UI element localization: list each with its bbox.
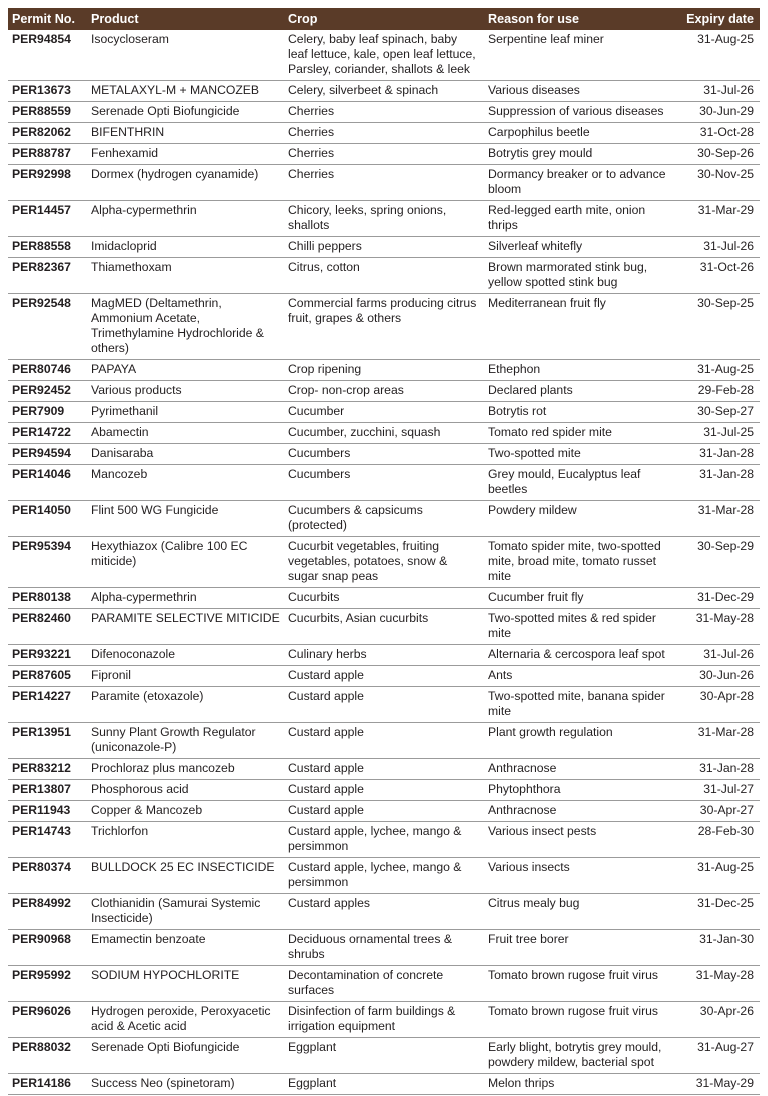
permit-no-cell: PER92998 [8,165,87,201]
table-row [8,465,760,501]
reason-cell: Powdery mildew [484,501,676,537]
crop-cell: Cucurbits [284,588,484,609]
table-row [8,759,760,780]
permit-no-cell: PER93221 [8,645,87,666]
expiry-date-cell: 31-Jan-30 [676,930,760,966]
crop-cell: Decontamination of concrete surfaces [284,966,484,1002]
expiry-date-cell: 30-Sep-25 [676,294,760,360]
permit-no-cell: PER80138 [8,588,87,609]
reason-cell: Plant growth regulation [484,723,676,759]
permit-no-cell: PER96026 [8,1002,87,1038]
crop-cell: Custard apple, lychee, mango & persimmon [284,858,484,894]
reason-cell: Red-legged earth mite, onion thrips [484,201,676,237]
expiry-date-cell: 31-Dec-25 [676,894,760,930]
expiry-date-cell: 28-Feb-30 [676,822,760,858]
reason-cell: Suppression of various diseases [484,102,676,123]
table-row [8,294,760,360]
reason-cell: Silverleaf whitefly [484,237,676,258]
expiry-date-cell: 31-Oct-26 [676,258,760,294]
product-cell: Danisaraba [87,444,284,465]
table-row [8,501,760,537]
crop-cell: Cherries [284,144,484,165]
permit-no-cell: PER83212 [8,759,87,780]
permit-no-cell: PER14227 [8,687,87,723]
permit-no-cell: PER95394 [8,537,87,588]
expiry-date-cell: 31-May-29 [676,1074,760,1095]
reason-cell: Dormancy breaker or to advance bloom [484,165,676,201]
product-cell: Emamectin benzoate [87,930,284,966]
permit-no-cell: PER14457 [8,201,87,237]
expiry-date-cell: 30-Apr-28 [676,687,760,723]
reason-cell: Anthracnose [484,759,676,780]
product-cell: BULLDOCK 25 EC INSECTICIDE [87,858,284,894]
table-row [8,444,760,465]
product-cell: Various products [87,381,284,402]
table-row [8,102,760,123]
table-row [8,1038,760,1074]
expiry-date-cell: 29-Feb-28 [676,381,760,402]
expiry-date-cell: 31-Jul-26 [676,237,760,258]
expiry-date-cell: 30-Jun-29 [676,102,760,123]
reason-cell: Tomato spider mite, two-spotted mite, broad mite, tomato russet mite [484,537,676,588]
permit-no-cell: PER80746 [8,360,87,381]
product-cell: Thiamethoxam [87,258,284,294]
crop-cell: Crop ripening [284,360,484,381]
table-row [8,423,760,444]
permit-no-cell: PER94854 [8,30,87,81]
product-cell: Imidacloprid [87,237,284,258]
table-row [8,30,760,81]
product-cell: PAPAYA [87,360,284,381]
expiry-date-cell: 31-Mar-28 [676,501,760,537]
product-cell: Flint 500 WG Fungicide [87,501,284,537]
reason-cell: Alternaria & cercospora leaf spot [484,645,676,666]
permit-no-cell: PER92548 [8,294,87,360]
table-row [8,123,760,144]
expiry-date-cell: 30-Jun-26 [676,666,760,687]
product-cell: Fipronil [87,666,284,687]
permit-no-cell: PER13673 [8,81,87,102]
expiry-date-cell: 31-May-28 [676,609,760,645]
product-cell: SODIUM HYPOCHLORITE [87,966,284,1002]
table-row [8,1074,760,1095]
permit-no-cell: PER13951 [8,723,87,759]
product-cell: Difenoconazole [87,645,284,666]
reason-cell: Fruit tree borer [484,930,676,966]
permit-no-cell: PER14050 [8,501,87,537]
table-row [8,666,760,687]
reason-cell: Ethephon [484,360,676,381]
header-crop: Crop [284,8,484,30]
permit-no-cell: PER13807 [8,780,87,801]
product-cell: Serenade Opti Biofungicide [87,102,284,123]
reason-cell: Melon thrips [484,1074,676,1095]
permit-no-cell: PER82460 [8,609,87,645]
reason-cell: Cucumber fruit fly [484,588,676,609]
crop-cell: Commercial farms producing citrus fruit, grapes & others [284,294,484,360]
product-cell: Serenade Opti Biofungicide [87,1038,284,1074]
expiry-date-cell: 30-Apr-27 [676,801,760,822]
expiry-date-cell: 31-May-28 [676,966,760,1002]
reason-cell: Grey mould, Eucalyptus leaf beetles [484,465,676,501]
reason-cell: Botrytis rot [484,402,676,423]
crop-cell: Celery, silverbeet & spinach [284,81,484,102]
crop-cell: Cucumbers [284,465,484,501]
product-cell: MagMED (Deltamethrin, Ammonium Acetate, Trimethylamine Hydrochloride & others) [87,294,284,360]
reason-cell: Various diseases [484,81,676,102]
crop-cell: Cherries [284,123,484,144]
permit-no-cell: PER88787 [8,144,87,165]
product-cell: METALAXYL-M + MANCOZEB [87,81,284,102]
expiry-date-cell: 31-Mar-29 [676,201,760,237]
crop-cell: Custard apple, lychee, mango & persimmon [284,822,484,858]
crop-cell: Cucumbers [284,444,484,465]
crop-cell: Chicory, leeks, spring onions, shallots [284,201,484,237]
table-row [8,801,760,822]
permit-no-cell: PER95992 [8,966,87,1002]
product-cell: Dormex (hydrogen cyanamide) [87,165,284,201]
permit-no-cell: PER88559 [8,102,87,123]
permit-no-cell: PER14046 [8,465,87,501]
table-row [8,687,760,723]
permit-no-cell: PER82062 [8,123,87,144]
expiry-date-cell: 31-Oct-28 [676,123,760,144]
product-cell: PARAMITE SELECTIVE MITICIDE [87,609,284,645]
product-cell: Prochloraz plus mancozeb [87,759,284,780]
product-cell: Clothianidin (Samurai Systemic Insecticide) [87,894,284,930]
reason-cell: Brown marmorated stink bug, yellow spotted stink bug [484,258,676,294]
expiry-date-cell: 31-Mar-28 [676,723,760,759]
crop-cell: Cucumbers & capsicums (protected) [284,501,484,537]
crop-cell: Disinfection of farm buildings & irrigation equipment [284,1002,484,1038]
table-row [8,894,760,930]
crop-cell: Cucumber [284,402,484,423]
permit-no-cell: PER87605 [8,666,87,687]
table-row [8,237,760,258]
expiry-date-cell: 31-Jul-26 [676,81,760,102]
expiry-date-cell: 31-Jan-28 [676,759,760,780]
expiry-date-cell: 31-Jan-28 [676,444,760,465]
permit-no-cell: PER80374 [8,858,87,894]
reason-cell: Various insects [484,858,676,894]
table-row [8,165,760,201]
header-permit-no: Permit No. [8,8,87,30]
crop-cell: Cucurbit vegetables, fruiting vegetables, potatoes, snow & sugar snap peas [284,537,484,588]
crop-cell: Citrus, cotton [284,258,484,294]
permit-no-cell: PER94594 [8,444,87,465]
crop-cell: Celery, baby leaf spinach, baby leaf lettuce, kale, open leaf lettuce, Parsley, coriander, shallots & leek [284,30,484,81]
table-body [8,30,760,1095]
crop-cell: Cherries [284,102,484,123]
reason-cell: Two-spotted mite, banana spider mite [484,687,676,723]
product-cell: Alpha-cypermethrin [87,588,284,609]
product-cell: Hexythiazox (Calibre 100 EC miticide) [87,537,284,588]
permit-table-container [8,8,760,1095]
permit-table [8,8,760,1095]
expiry-date-cell: 31-Jul-26 [676,645,760,666]
crop-cell: Custard apple [284,780,484,801]
permit-no-cell: PER88558 [8,237,87,258]
reason-cell: Anthracnose [484,801,676,822]
product-cell: Mancozeb [87,465,284,501]
header-product: Product [87,8,284,30]
crop-cell: Eggplant [284,1074,484,1095]
crop-cell: Eggplant [284,1038,484,1074]
expiry-date-cell: 31-Dec-29 [676,588,760,609]
expiry-date-cell: 31-Jul-27 [676,780,760,801]
table-row [8,588,760,609]
reason-cell: Tomato red spider mite [484,423,676,444]
reason-cell: Botrytis grey mould [484,144,676,165]
expiry-date-cell: 31-Aug-25 [676,30,760,81]
crop-cell: Cucurbits, Asian cucurbits [284,609,484,645]
crop-cell: Custard apple [284,759,484,780]
product-cell: Fenhexamid [87,144,284,165]
reason-cell: Serpentine leaf miner [484,30,676,81]
product-cell: Trichlorfon [87,822,284,858]
table-row [8,258,760,294]
reason-cell: Mediterranean fruit fly [484,294,676,360]
table-row [8,822,760,858]
expiry-date-cell: 31-Jul-25 [676,423,760,444]
permit-no-cell: PER84992 [8,894,87,930]
expiry-date-cell: 30-Sep-27 [676,402,760,423]
reason-cell: Two-spotted mites & red spider mite [484,609,676,645]
product-cell: Alpha-cypermethrin [87,201,284,237]
crop-cell: Cherries [284,165,484,201]
table-row [8,723,760,759]
table-header-row [8,8,760,30]
table-row [8,645,760,666]
table-row [8,780,760,801]
product-cell: Copper & Mancozeb [87,801,284,822]
permit-no-cell: PER7909 [8,402,87,423]
permit-no-cell: PER88032 [8,1038,87,1074]
crop-cell: Custard apple [284,801,484,822]
reason-cell: Tomato brown rugose fruit virus [484,966,676,1002]
table-row [8,381,760,402]
permit-no-cell: PER14722 [8,423,87,444]
crop-cell: Deciduous ornamental trees & shrubs [284,930,484,966]
crop-cell: Custard apple [284,687,484,723]
reason-cell: Tomato brown rugose fruit virus [484,1002,676,1038]
table-row [8,144,760,165]
header-expiry-date: Expiry date [676,8,760,30]
reason-cell: Declared plants [484,381,676,402]
expiry-date-cell: 30-Sep-26 [676,144,760,165]
product-cell: Sunny Plant Growth Regulator (uniconazole-P) [87,723,284,759]
expiry-date-cell: 31-Jan-28 [676,465,760,501]
product-cell: Hydrogen peroxide, Peroxyacetic acid & Acetic acid [87,1002,284,1038]
product-cell: Paramite (etoxazole) [87,687,284,723]
permit-no-cell: PER14743 [8,822,87,858]
table-row [8,858,760,894]
table-row [8,609,760,645]
crop-cell: Cucumber, zucchini, squash [284,423,484,444]
permit-no-cell: PER92452 [8,381,87,402]
crop-cell: Chilli peppers [284,237,484,258]
permit-no-cell: PER14186 [8,1074,87,1095]
product-cell: Isocycloseram [87,30,284,81]
table-row [8,1002,760,1038]
crop-cell: Custard apple [284,723,484,759]
product-cell: Pyrimethanil [87,402,284,423]
permit-no-cell: PER11943 [8,801,87,822]
reason-cell: Ants [484,666,676,687]
table-row [8,360,760,381]
expiry-date-cell: 30-Nov-25 [676,165,760,201]
product-cell: BIFENTHRIN [87,123,284,144]
product-cell: Phosphorous acid [87,780,284,801]
expiry-date-cell: 31-Aug-25 [676,360,760,381]
expiry-date-cell: 31-Aug-25 [676,858,760,894]
expiry-date-cell: 30-Sep-29 [676,537,760,588]
reason-cell: Two-spotted mite [484,444,676,465]
reason-cell: Carpophilus beetle [484,123,676,144]
crop-cell: Crop- non-crop areas [284,381,484,402]
crop-cell: Custard apples [284,894,484,930]
reason-cell: Various insect pests [484,822,676,858]
reason-cell: Early blight, botrytis grey mould, powdery mildew, bacterial spot [484,1038,676,1074]
reason-cell: Phytophthora [484,780,676,801]
table-row [8,402,760,423]
table-row [8,201,760,237]
permit-no-cell: PER82367 [8,258,87,294]
crop-cell: Culinary herbs [284,645,484,666]
permit-no-cell: PER90968 [8,930,87,966]
product-cell: Abamectin [87,423,284,444]
header-reason-for-use: Reason for use [484,8,676,30]
table-row [8,81,760,102]
product-cell: Success Neo (spinetoram) [87,1074,284,1095]
crop-cell: Custard apple [284,666,484,687]
table-row [8,537,760,588]
expiry-date-cell: 30-Apr-26 [676,1002,760,1038]
table-row [8,930,760,966]
reason-cell: Citrus mealy bug [484,894,676,930]
expiry-date-cell: 31-Aug-27 [676,1038,760,1074]
table-row [8,966,760,1002]
